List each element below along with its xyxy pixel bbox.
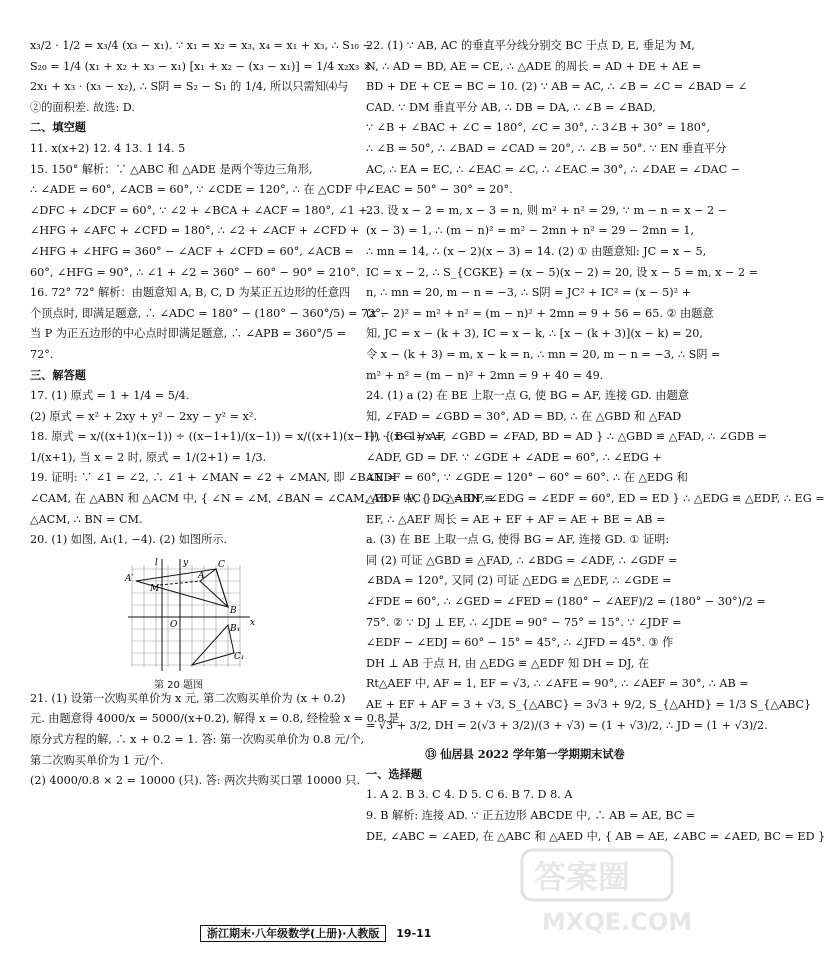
footer-page-number: 19-11	[396, 927, 432, 940]
text-line: ∴ ∠ADE = 60°, ∠ACB = 60°, ∵ ∠CDE = 120°, ∴ 在 △CDF 中,	[30, 183, 371, 197]
text-line: △ACM, ∴ BN = CM.	[30, 512, 143, 526]
text-line: BD + DE + CE = BC = 10. (2) ∵ AB = AC, ∴ ∠B = ∠C = ∠BAD = ∠	[366, 80, 748, 94]
text-line: 20. (1) 如图, A₁(1, −4). (2) 如图所示.	[30, 533, 228, 547]
text-line: x₃/2 · 1/2 = x₃/4 (x₃ − x₁). ∵ x₁ = x₂ = x₃, x₄ = x₁ + x₃, ∴ S₁₀ −	[30, 39, 372, 52]
text-line: ∠FDE = 60°, ∴ ∠GED = ∠FED = (180° − ∠AEF)/2 = (180° − 30°)/2 =	[366, 595, 766, 609]
text-line: 同 (2) 可证 △GBD ≌ △FAD, ∴ ∠BDG = ∠ADF, ∴ ∠GDF =	[366, 553, 678, 567]
text-line: 23. 设 x − 2 = m, x − 3 = n, 则 m² + n² = 29, ∵ m − n = x − 2 −	[366, 203, 728, 217]
label-c1: C₁	[234, 651, 245, 662]
label-o: O	[170, 619, 178, 630]
text-line: △EDF 中, { DG = DF, ∠EDG = ∠EDF = 60°, ED = ED } ∴ △EDG ≌ △EDF, ∴ EG =	[366, 492, 825, 506]
text-line: ∴ ∠B = 50°, ∴ ∠BAD = ∠CAD = 20°, ∴ ∠B = 50°. ∵ EN 垂直平分	[366, 141, 727, 155]
text-line: 个顶点时, 即满足题意, ∴ ∠ADC = 180° − (180° − 360°/5) = 72°.	[30, 306, 385, 320]
text-line: ∠HFG + ∠AFC + ∠CFD = 180°, ∴ ∠2 + ∠ACF + ∠CFD +	[30, 224, 360, 238]
text-line: ∠EAC = 50° − 30° = 20°.	[366, 183, 513, 197]
text-line: 原分式方程的解, ∴ x + 0.2 = 1. 答: 第一次购买单价为 0.8 元/个,	[30, 733, 365, 747]
text-line: CAD. ∵ DM 垂直平分 AB, ∴ DB = DA, ∴ ∠B = ∠BAD,	[366, 100, 656, 114]
label-a: A	[198, 570, 205, 581]
section-heading: 二、填空题	[30, 121, 86, 135]
text-line: 11. x(x+2) 12. 4 13. 1 14. 5	[30, 141, 186, 155]
watermark-logo	[514, 840, 693, 940]
label-b1: B₁	[230, 623, 241, 634]
text-line: ②的面积差. 故选: D.	[30, 100, 135, 114]
text-line: (x − 3) = 1, ∴ (m − n)² = m² − 2mn + n² = 29 − 2mn = 1,	[366, 224, 695, 238]
text-line: 知, ∠FAD = ∠GBD = 30°, AD = BD, ∴ 在 △GBD 和 △FAD	[366, 409, 682, 423]
text-line: (2) 原式 = x² + 2xy + y² − 2xy − y² = x².	[30, 409, 257, 423]
text-line: S₂₀ = 1/4 (x₁ + x₂ + x₃ − x₁) [x₁ + x₂ − (x₃ − x₁)] = 1/4 x₂x₃ ×	[30, 59, 373, 73]
text-line: a. (3) 在 BE 上取一点 G, 使得 BG = AF, 连接 GD. ① 证明:	[366, 533, 670, 547]
text-line: 24. (1) a (2) 在 BE 上取一点 G, 使 BG = AF, 连接 GD. 由题意	[366, 389, 689, 403]
text-line: 60°, ∠HFG = 90°, ∴ ∠1 + ∠2 = 360° − 60° − 90° = 210°.	[30, 265, 360, 279]
text-line: 令 x − (k + 3) = m, x − k = n, ∴ mn = 20, m − n = −3, ∴ S阴 =	[366, 347, 721, 361]
exam-title: ⑬ 仙居县 2022 学年第一学期期末试卷	[425, 747, 625, 762]
text-line: 1. A 2. B 3. C 4. D 5. C 6. B 7. D 8. A	[366, 788, 573, 802]
text-line: 21. (1) 设第一次购买单价为 x 元, 第二次购买单价为 (x + 0.2)	[30, 691, 346, 705]
right-column	[366, 36, 825, 847]
coordinate-grid-figure	[122, 555, 262, 677]
text-line: ∠HFG + ∠HFG = 360° − ∠ACF + ∠CFD = 60°, ∠ACB =	[30, 244, 354, 258]
label-x: x	[250, 617, 256, 628]
text-line: 17. (1) 原式 = 1 + 1/4 = 5/4.	[30, 389, 190, 403]
figure-question-20	[122, 555, 262, 691]
text-line: 中, { BG = AF, ∠GBD = ∠FAD, BD = AD } ∴ △GBD ≌ △FAD, ∴ ∠GDB =	[366, 430, 768, 444]
text-line: 15. 150° 解析：∵ △ABC 和 △ADE 是两个等边三角形,	[30, 162, 313, 176]
text-line: m² + n² = (m − n)² + 2mn = 9 + 40 = 49.	[366, 368, 604, 382]
text-line: 第二次购买单价为 1 元/个.	[30, 753, 164, 767]
svg-text:MXQE.COM: MXQE.COM	[542, 908, 693, 936]
text-line: ∵ ∠B + ∠BAC + ∠C = 180°, ∠C = 30°, ∴ 3∠B + 30° = 180°,	[366, 121, 711, 135]
text-line: Rt△AEF 中, AF = 1, EF = √3, ∴ ∠AFE = 90°, ∴ ∠AEF = 30°, ∴ AB =	[366, 677, 749, 691]
text-line: DE, ∠ABC = ∠AED, 在 △ABC 和 △AED 中, { AB = AE, ∠ABC = ∠AED, BC = ED }	[366, 829, 825, 843]
figure-caption: 第 20 题图	[154, 679, 204, 691]
text-line: 1/(x+1), 当 x = 2 时, 原式 = 1/(2+1) = 1/3.	[30, 450, 267, 464]
text-line: ∠EDF = 60°, ∵ ∠GDE = 120° − 60° = 60°. ∴ 在 △EDG 和	[366, 471, 688, 485]
section-heading: 三、解答题	[30, 368, 86, 382]
label-b: B	[230, 605, 237, 616]
text-line: 当 P 为正五边形的中心点时即满足题意, ∴ ∠APB = 360°/5 =	[30, 327, 346, 341]
text-line: 18. 原式 = x/((x+1)(x−1)) ÷ ((x−1+1)/(x−1)) = x/((x+1)(x−1)) · (x−1)/x =	[30, 430, 445, 444]
label-l: l	[155, 557, 158, 568]
text-line: ∠DFC + ∠DCF = 60°, ∵ ∠2 + ∠BCA + ∠ACF = 180°, ∠1 +	[30, 203, 368, 217]
svg-text:答案圈: 答案圈	[534, 858, 631, 896]
text-line: N, ∴ AD = BD, AE = CE, ∴ △ADE 的周长 = AD + DE + AE =	[366, 59, 702, 73]
text-line: 16. 72° 72° 解析：由题意知 A, B, C, D 为某正五边形的任意四	[30, 286, 351, 300]
text-line: ∠ADF, GD = DF. ∵ ∠GDE + ∠ADE = 60°, ∴ ∠EDG +	[366, 450, 662, 464]
spacer	[366, 736, 684, 744]
text-line: ∴ mn = 14, ∴ (x − 2)(x − 3) = 14. (2) ① 由题意知: JC = x − 5,	[366, 244, 707, 258]
text-line: ∠CAM, 在 △ABN 和 △ACM 中, { ∠N = ∠M, ∠BAN = ∠CAM, AB = AC } ∴ △ABN ≌	[30, 492, 494, 506]
text-line: 知, JC = x − (k + 3), IC = x − k, ∴ [x − (k + 3)](x − k) = 20,	[366, 327, 703, 341]
label-m: M	[150, 583, 160, 594]
section-heading: 一、选择题	[366, 767, 422, 781]
text-line: EF, ∴ △AEF 周长 = AE + EF + AF = AE + BE = AB =	[366, 512, 666, 526]
label-y: y	[183, 557, 189, 568]
text-line: = √3 + 3/2, DH = 2(√3 + 3/2)/(3 + √3) = (1 + √3)/2, ∴ JD = (1 + √3)/2.	[366, 718, 768, 732]
text-line: 19. 证明: ∵ ∠1 = ∠2, ∴ ∠1 + ∠MAN = ∠2 + ∠MAN, 即 ∠BAN =	[30, 471, 397, 485]
text-line: 9. B 解析: 连接 AD. ∵ 正五边形 ABCDE 中, ∴ AB = AE, BC =	[366, 808, 696, 822]
label-a-prime: A′	[125, 573, 134, 584]
text-line: (2) 4000/0.8 × 2 = 10000 (只). 答: 两次共购买口罩 10000 只.	[30, 774, 360, 788]
text-line: 2x₁ + x₃ · (x₃ − x₂), ∴ S阴 = S₂ − S₁ 的 1/4, 所以只需知⑷与	[30, 80, 349, 94]
text-line: DH ⊥ AB 于点 H, 由 △EDG ≌ △EDF 知 DH = DJ, 在	[366, 656, 650, 670]
footer-book-title: 浙江期末·八年级数学(上册)·人教版	[200, 925, 386, 942]
text-line: n, ∴ mn = 20, m − n = −3, ∴ S阴 = JC² + IC² = (x − 5)² +	[366, 286, 692, 300]
text-line: ∠EDF − ∠EDJ = 60° − 15° = 45°, ∴ ∠JFD = 45°. ③ 作	[366, 636, 674, 650]
text-line: AC, ∴ EA = EC, ∴ ∠EAC = ∠C, ∴ ∠EAC = 30°, ∴ ∠DAE = ∠DAC −	[366, 162, 741, 176]
text-line: 75°. ② ∵ DJ ⊥ EF, ∴ ∠JDE = 90° − 75° = 15°. ∵ ∠JDF =	[366, 615, 682, 629]
text-line: AE + EF + AF = 3 + √3, S_{△ABC} = 3√3 + 9/2, S_{△AHD} = 1/3 S_{△ABC}	[366, 698, 812, 711]
label-c: C	[218, 559, 225, 570]
text-line: IC = x − 2, ∴ S_{CGKE} = (x − 5)(x − 2) = 20, 设 x − 5 = m, x − 2 =	[366, 265, 758, 279]
page-footer	[200, 925, 500, 943]
text-line: (x − 2)² = m² + n² = (m − n)² + 2mn = 9 + 56 = 65. ② 由题意	[366, 306, 714, 320]
text-line: 元. 由题意得 4000/x = 5000/(x+0.2), 解得 x = 0.8, 经检验 x = 0.8 是	[30, 712, 400, 726]
text-line: 72°.	[30, 347, 54, 361]
text-line: 22. (1) ∵ AB, AC 的垂直平分线分别交 BC 于点 D, E, 垂足为 M,	[366, 39, 695, 52]
text-line: ∠BDA = 120°, 又同 (2) 可证 △EDG ≌ △EDF, ∴ ∠GDE =	[366, 574, 672, 588]
